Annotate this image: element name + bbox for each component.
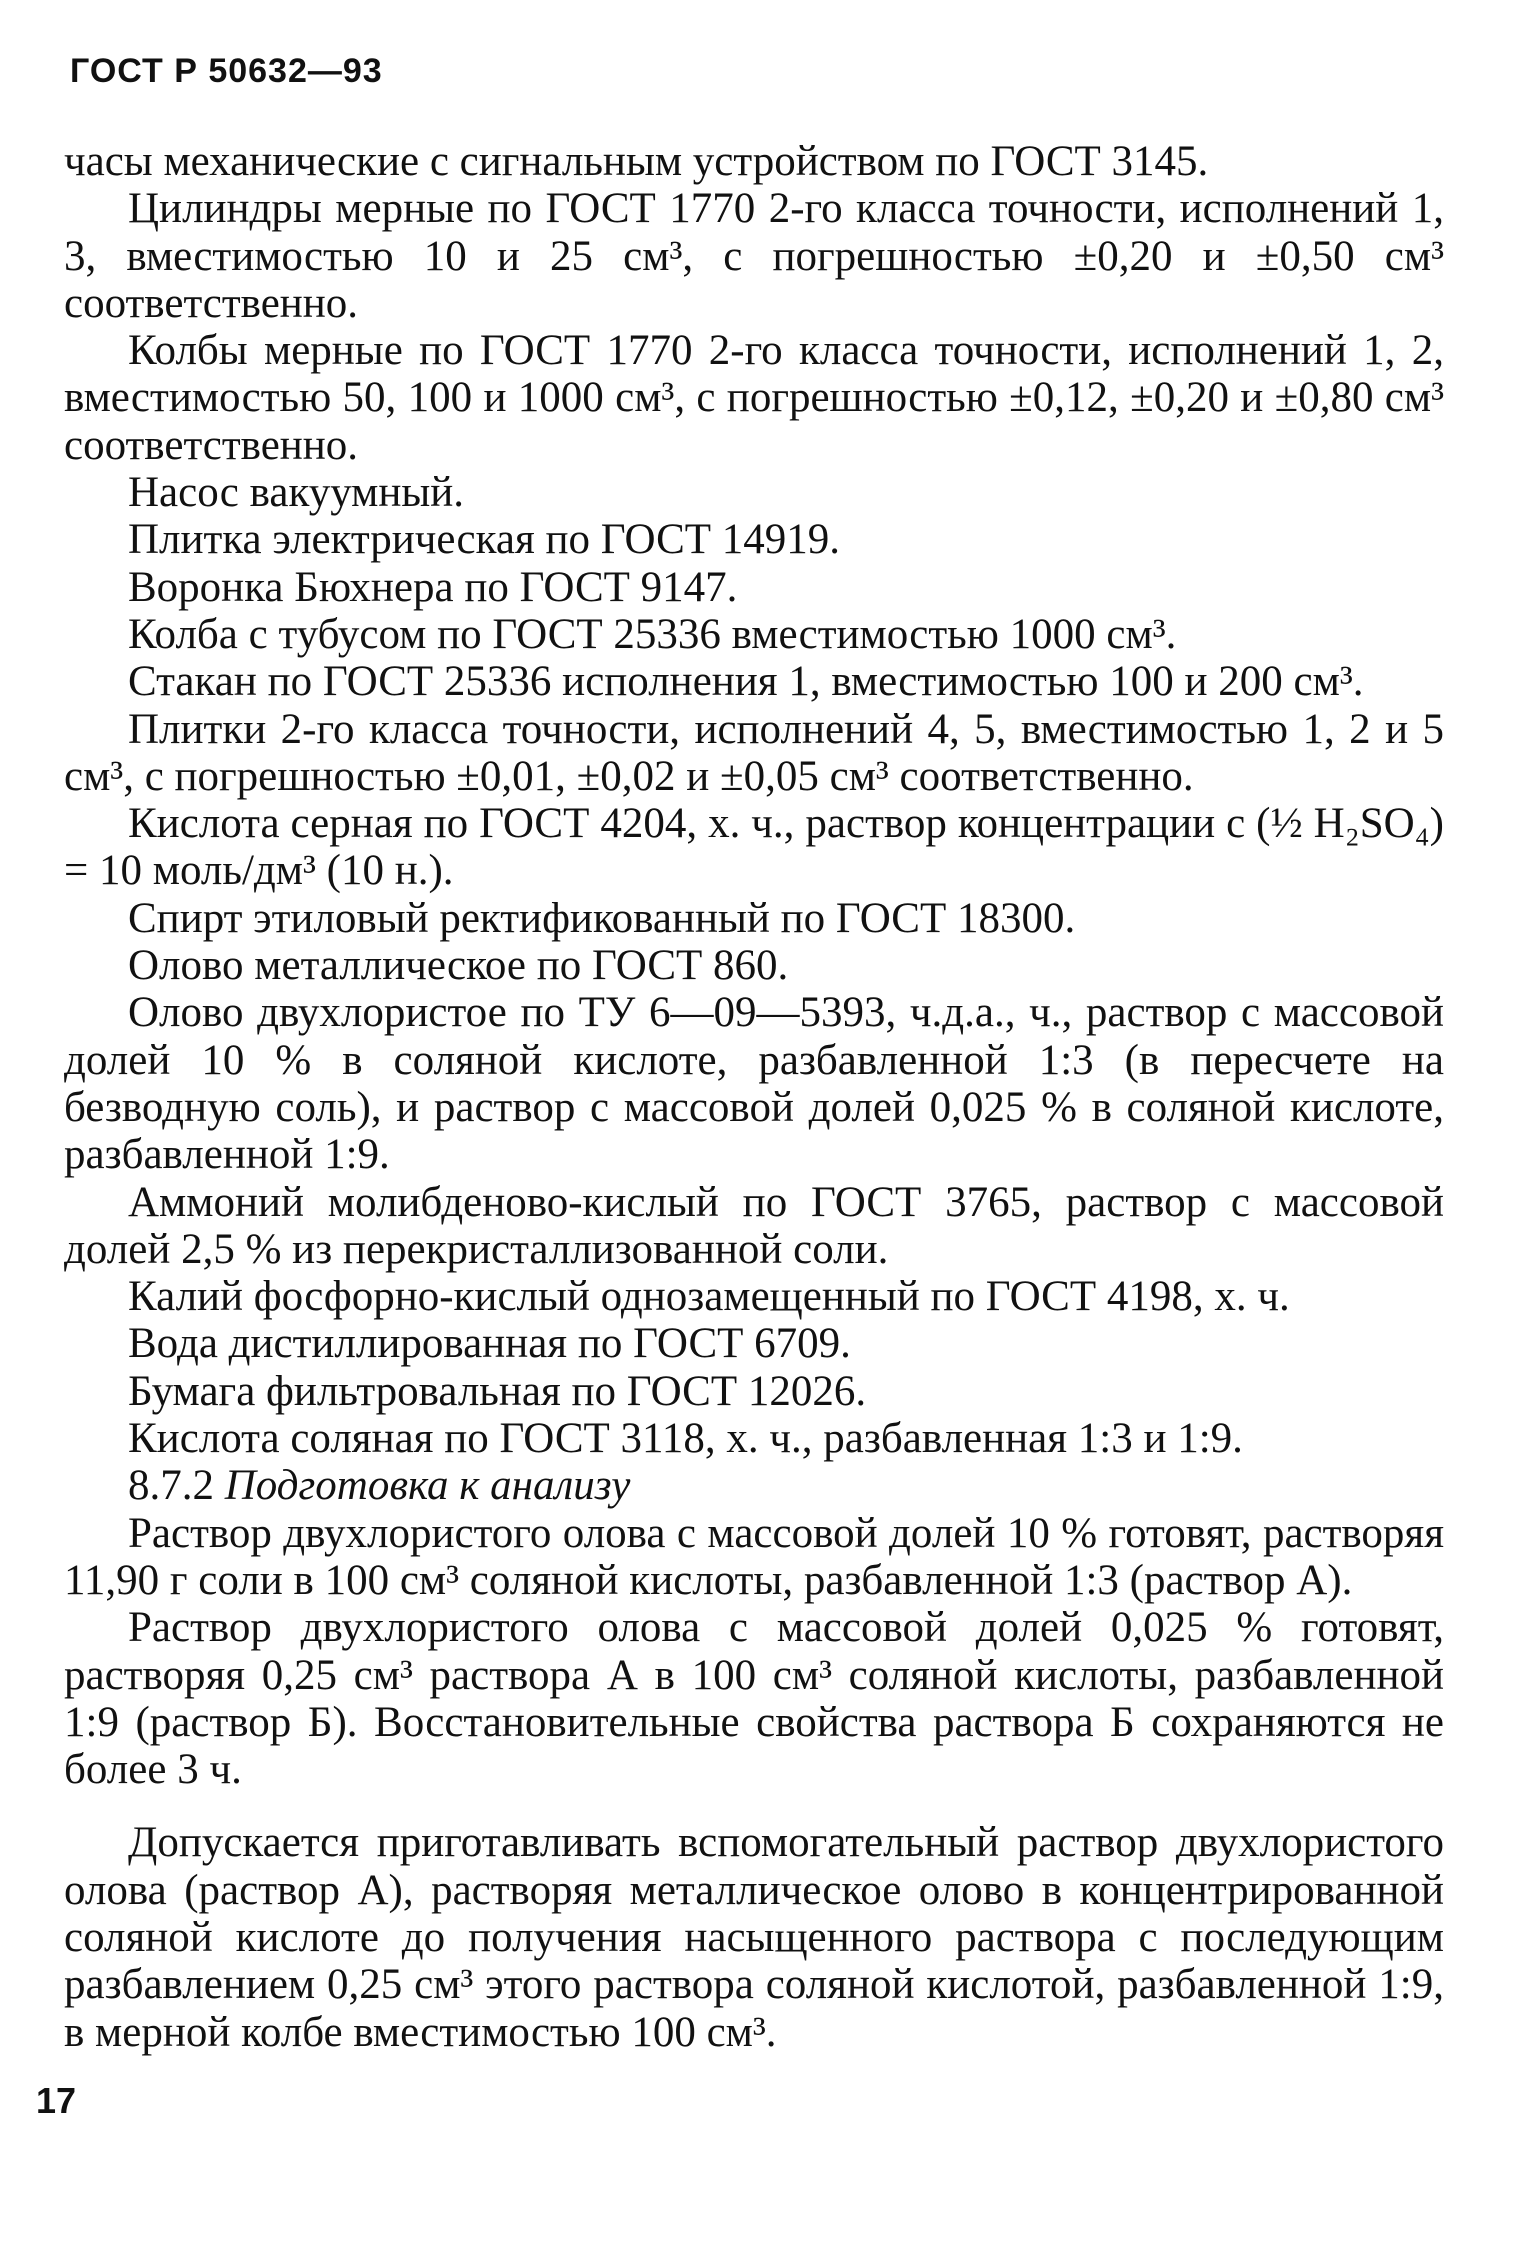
paragraph-cylinders: Цилиндры мерные по ГОСТ 1770 2-го класса точности, исполнений 1, 3, вместимостью 10 и 25 см³, с погрешностью ±0,20 и ±0,50 см³ соответственно. <box>64 185 1444 327</box>
paragraph-beaker: Стакан по ГОСТ 25336 исполнения 1, вместимостью 100 и 200 см³. <box>128 658 1364 706</box>
paragraph-ammonium-molybdate: Аммоний молибденово-кислый по ГОСТ 3765, раствор с массовой долей 2,5 % из перекристаллизованной соли. <box>64 1178 1444 1273</box>
section-heading <box>64 1462 1444 1509</box>
paragraph-tin-chloride: Олово двухлористое по ТУ 6—09—5393, ч.д.а., ч., раствор с массовой долей 10 % в соляной кислоте, разбавленной 1:3 (в пересчете на безводную соль), и раствор с массовой долей 0,025 % в соляной кислоте, разбавленной 1:9. <box>64 989 1444 1179</box>
paragraph-tin: Олово металлическое по ГОСТ 860. <box>128 942 789 990</box>
paragraph-hotplate: Плитка электрическая по ГОСТ 14919. <box>128 516 841 564</box>
paragraph-potassium-phosphate: Калий фосфорно-кислый однозамещенный по ГОСТ 4198, х. ч. <box>128 1273 1290 1321</box>
section-title: Подготовка к анализу <box>224 1462 631 1510</box>
document-body <box>64 138 1444 2056</box>
section-number: 8.7.2 <box>128 1462 214 1510</box>
paragraph-pipettes: Плитки 2-го класса точности, исполнений 4, 5, вместимостью 1, 2 и 5 см³, с погрешностью ±0,01, ±0,02 и ±0,05 см³ соответственно. <box>64 705 1444 800</box>
paragraph-clocks: часы механические с сигнальным устройством по ГОСТ 3145. <box>64 138 1209 185</box>
paragraph-tube-flask: Колба с тубусом по ГОСТ 25336 вместимостью 1000 см³. <box>128 610 1177 658</box>
paragraph-solution-b: Раствор двухлористого олова с массовой долей 0,025 % готовят, растворяя 0,25 см³ раствора А в 100 см³ соляной кислоты, разбавленной 1:9 (раствор Б). Восстановительные свойства раствора Б сохраняются не более 3 ч. <box>64 1604 1444 1794</box>
paragraph-filter-paper: Бумага фильтровальная по ГОСТ 12026. <box>128 1367 867 1415</box>
page-number: 17 <box>36 2080 77 2121</box>
paragraph-pump: Насос вакуумный. <box>128 469 465 517</box>
paragraph-solution-a: Раствор двухлористого олова с массовой долей 10 % готовят, растворяя 11,90 г соли в 100 см³ соляной кислоты, разбавленной 1:3 (раствор А). <box>64 1509 1444 1604</box>
paragraph-funnel: Воронка Бюхнера по ГОСТ 9147. <box>128 563 738 611</box>
paragraph-flasks: Колбы мерные по ГОСТ 1770 2-го класса точности, исполнений 1, 2, вместимостью 50, 100 и 1000 см³, с погрешностью ±0,12, ±0,20 и ±0,80 см³ соответственно. <box>64 327 1444 469</box>
paragraph-auxiliary-solution: Допускается приготавливать вспомогательный раствор двухлористого олова (раствор А), растворяя металлическое олово в концентрированной соляной кислоте до получения насыщенного раствора с последующим разбавлением 0,25 см³ этого раствора соляной кислотой, разбавленной 1:9, в мерной колбе вместимостью 100 см³. <box>64 1819 1444 2056</box>
paragraph-ethanol: Спирт этиловый ректификованный по ГОСТ 18300. <box>128 894 1076 942</box>
paragraph-sulfuric-acid: Кислота серная по ГОСТ 4204, х. ч., раствор концентрации с (½ H₂SO₄) = 10 моль/дм³ (10 н.). <box>64 800 1444 895</box>
paragraph-hydrochloric-acid: Кислота соляная по ГОСТ 3118, х. ч., разбавленная 1:3 и 1:9. <box>128 1415 1243 1463</box>
paragraph-distilled-water: Вода дистиллированная по ГОСТ 6709. <box>128 1320 851 1368</box>
standard-header: ГОСТ Р 50632—93 <box>70 52 383 90</box>
